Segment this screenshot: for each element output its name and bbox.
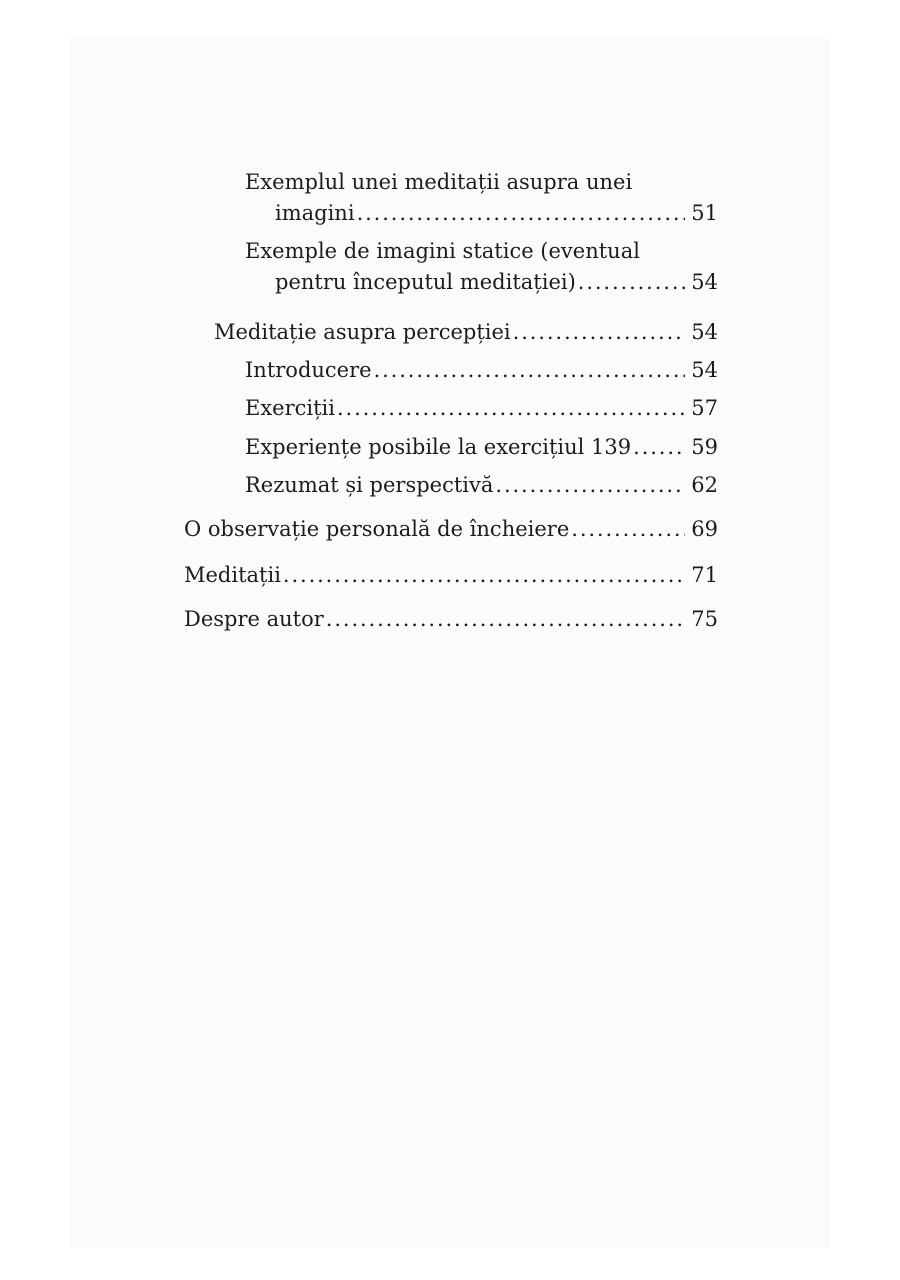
leader-dots	[495, 470, 685, 501]
toc-page-number: 54	[691, 270, 718, 294]
toc-entry[interactable]	[245, 470, 718, 501]
toc-entry-line	[245, 355, 718, 386]
toc-entry-title: pentru începutul meditației)	[275, 270, 576, 294]
leader-dots	[326, 604, 685, 635]
toc-entry-title: Meditații	[184, 563, 281, 587]
toc-entry-line	[245, 432, 718, 463]
toc-entry-line	[184, 604, 718, 635]
toc-entry-title: Experiențe posibile la exercițiul 139	[245, 435, 632, 459]
toc-page-number: 71	[691, 563, 718, 587]
leader-dots	[633, 432, 685, 463]
leader-dots	[578, 267, 685, 298]
toc-page-number: 54	[691, 320, 718, 344]
toc-entry-line	[245, 167, 718, 198]
toc-entry-line	[245, 267, 718, 298]
toc-page-number: 69	[691, 517, 718, 541]
toc-entry-title: Exemple de imagini statice (eventual	[245, 239, 640, 263]
toc-entry[interactable]	[184, 514, 718, 545]
toc-entry[interactable]	[245, 393, 718, 424]
toc-page-number: 62	[691, 473, 718, 497]
toc-entry-line	[245, 470, 718, 501]
toc-entry-title: Meditație asupra percepției	[214, 320, 511, 344]
leader-dots	[513, 317, 686, 348]
toc-entry-line	[245, 393, 718, 424]
toc-entry-title: O observație personală de încheiere	[184, 517, 570, 541]
toc-entry[interactable]	[245, 167, 718, 229]
leader-dots	[571, 514, 685, 545]
toc-entry[interactable]	[245, 236, 718, 298]
toc-entry-title: Introducere	[245, 358, 372, 382]
toc-page-number: 75	[691, 607, 718, 631]
toc-entry-title: Exerciții	[245, 396, 335, 420]
toc-entry-line	[214, 317, 718, 348]
toc-entry-title: Rezumat și perspectivă	[245, 473, 494, 497]
toc-page-number: 57	[691, 396, 718, 420]
leader-dots	[357, 198, 686, 229]
toc-page-number: 54	[691, 358, 718, 382]
toc-entry[interactable]	[184, 604, 718, 635]
toc-entry-title: imagini	[275, 201, 355, 225]
toc-entry[interactable]	[245, 432, 718, 463]
toc-entry-line	[184, 514, 718, 545]
toc-page-number: 59	[691, 435, 718, 459]
toc-entry-title: Despre autor	[184, 607, 324, 631]
toc-entry-line	[245, 236, 718, 267]
toc-entry-title: Exemplul unei meditații asupra unei	[245, 170, 633, 194]
toc-entry[interactable]	[214, 317, 718, 348]
leader-dots	[337, 393, 685, 424]
toc-entry-line	[184, 560, 718, 591]
toc-entry-line	[245, 198, 718, 229]
leader-dots	[283, 560, 685, 591]
leader-dots	[374, 355, 686, 386]
toc-entry[interactable]	[184, 560, 718, 591]
toc-page-number: 51	[691, 201, 718, 225]
toc-entry[interactable]	[245, 355, 718, 386]
